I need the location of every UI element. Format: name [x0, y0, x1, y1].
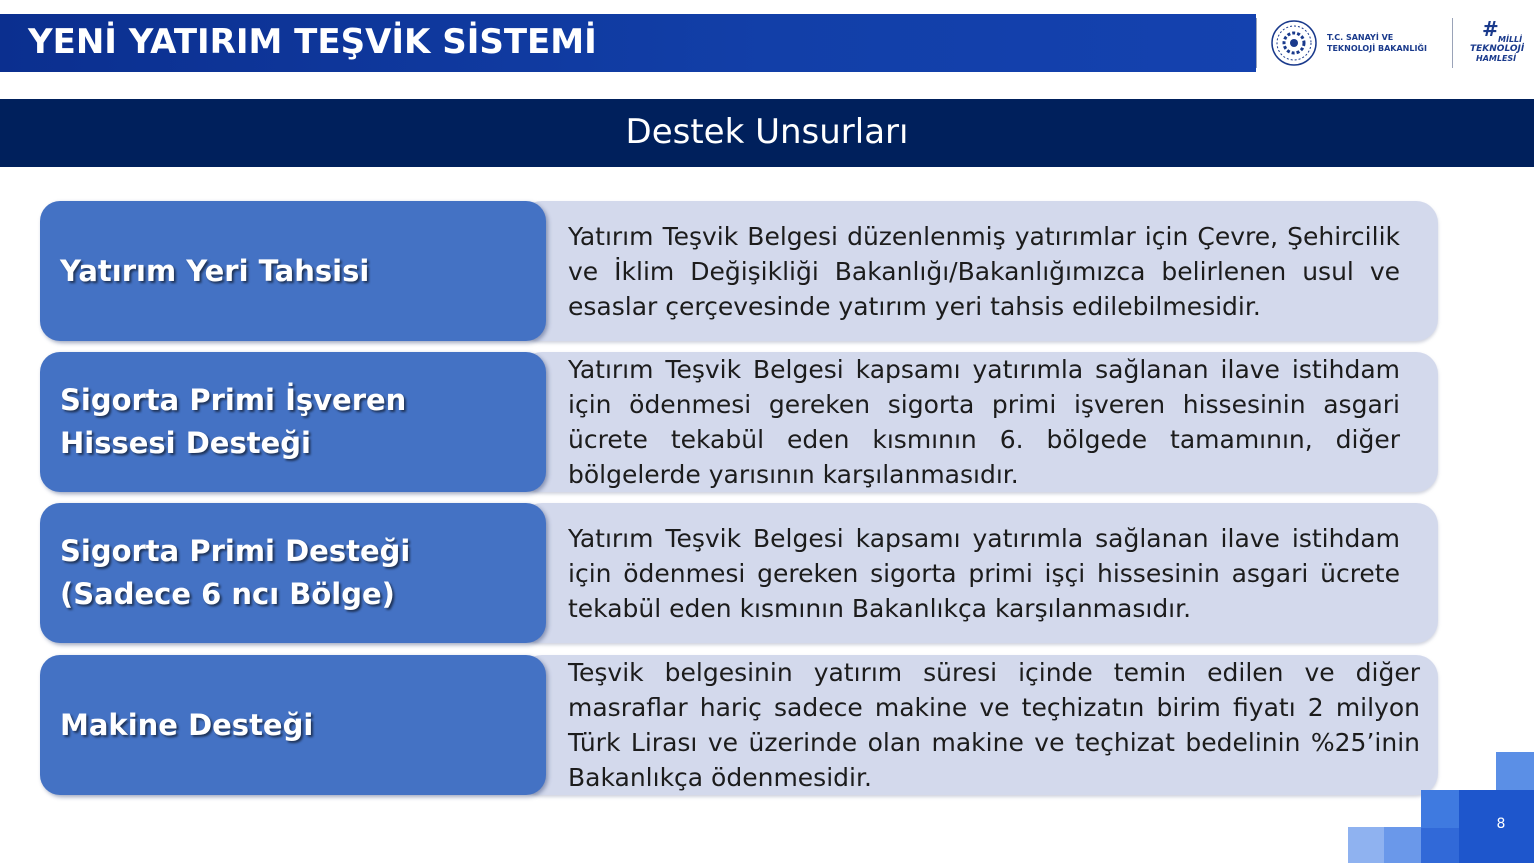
logo-word-teknoloji: TEKNOLOJİ [1470, 44, 1525, 54]
logo-hash: # [1482, 18, 1499, 41]
section-title: Destek Unsurları [625, 112, 909, 152]
label-box [40, 201, 546, 341]
presentation-title: YENİ YATIRIM TEŞVİK SİSTEMİ [28, 22, 597, 62]
support-description: Yatırım Teşvik Belgesi kapsamı yatırımla sağlanan ilave istihdam için ödenmesi gereken sigorta primi işçi hissesinin asgari ücrete tekabül eden kısmının Bakanlıkça karşılanmasıdır. [568, 523, 1400, 623]
label-box [40, 503, 546, 643]
label-box [40, 655, 546, 795]
support-label: Sigorta Primi İşveren Hissesi Desteği [60, 383, 407, 460]
decorative-square [1496, 752, 1534, 790]
decorative-square [1348, 827, 1384, 863]
section-band [0, 99, 1534, 167]
support-label: Makine Desteği [60, 707, 314, 742]
support-label: Sigorta Primi Desteği (Sadece 6 ncı Bölge) [60, 534, 411, 611]
milli-teknoloji-hamlesi-logo [1462, 18, 1526, 68]
support-label: Yatırım Yeri Tahsisi [60, 253, 370, 288]
support-row [40, 655, 1440, 795]
ministry-name-line1: T.C. SANAYİ VE [1327, 33, 1394, 42]
support-description: Yatırım Teşvik Belgesi kapsamı yatırımla sağlanan ilave istihdam için ödenmesi gereken sigorta primi işveren hissesinin asgari ücrete tekabül eden kısmının 6. bölgede tamamının, diğer bölgelerde yarısının karşılanmasıdır. [568, 355, 1400, 489]
ministry-name [1327, 32, 1427, 54]
header-bar [0, 14, 1534, 72]
logo-area [1256, 14, 1534, 72]
support-row [40, 503, 1440, 643]
decorative-square [1421, 790, 1459, 828]
support-row [40, 352, 1440, 492]
decorative-square [1421, 828, 1459, 863]
logo-divider [1452, 18, 1453, 68]
decorative-square [1384, 827, 1421, 863]
support-row [40, 201, 1440, 341]
page-number: 8 [1496, 816, 1506, 832]
logo-word-hamlesi: HAMLESİ [1476, 54, 1517, 63]
support-description: Teşvik belgesinin yatırım süresi içinde temin edilen ve diğer masraflar hariç sadece makine ve teçhizatın birim fiyatı 2 milyon Türk Lirası ve üzerinde olan makine ve teçhizat bedelinin %25’inin Bakanlıkça ödenmesidir. [568, 658, 1420, 792]
ministry-seal-icon [1270, 19, 1318, 67]
logo-divider [1256, 18, 1257, 68]
ministry-name-line2: TEKNOLOJİ BAKANLIĞI [1327, 44, 1427, 53]
support-description: Yatırım Teşvik Belgesi düzenlenmiş yatırımlar için Çevre, Şehircilik ve İklim Değişikliği Bakanlığı/Bakanlığımızca belirlenen usul ve esaslar çerçevesinde yatırım yeri tahsis edilebilmesidir. [568, 221, 1400, 321]
label-box [40, 352, 546, 492]
logo-word-milli: MİLLİ [1498, 35, 1523, 44]
